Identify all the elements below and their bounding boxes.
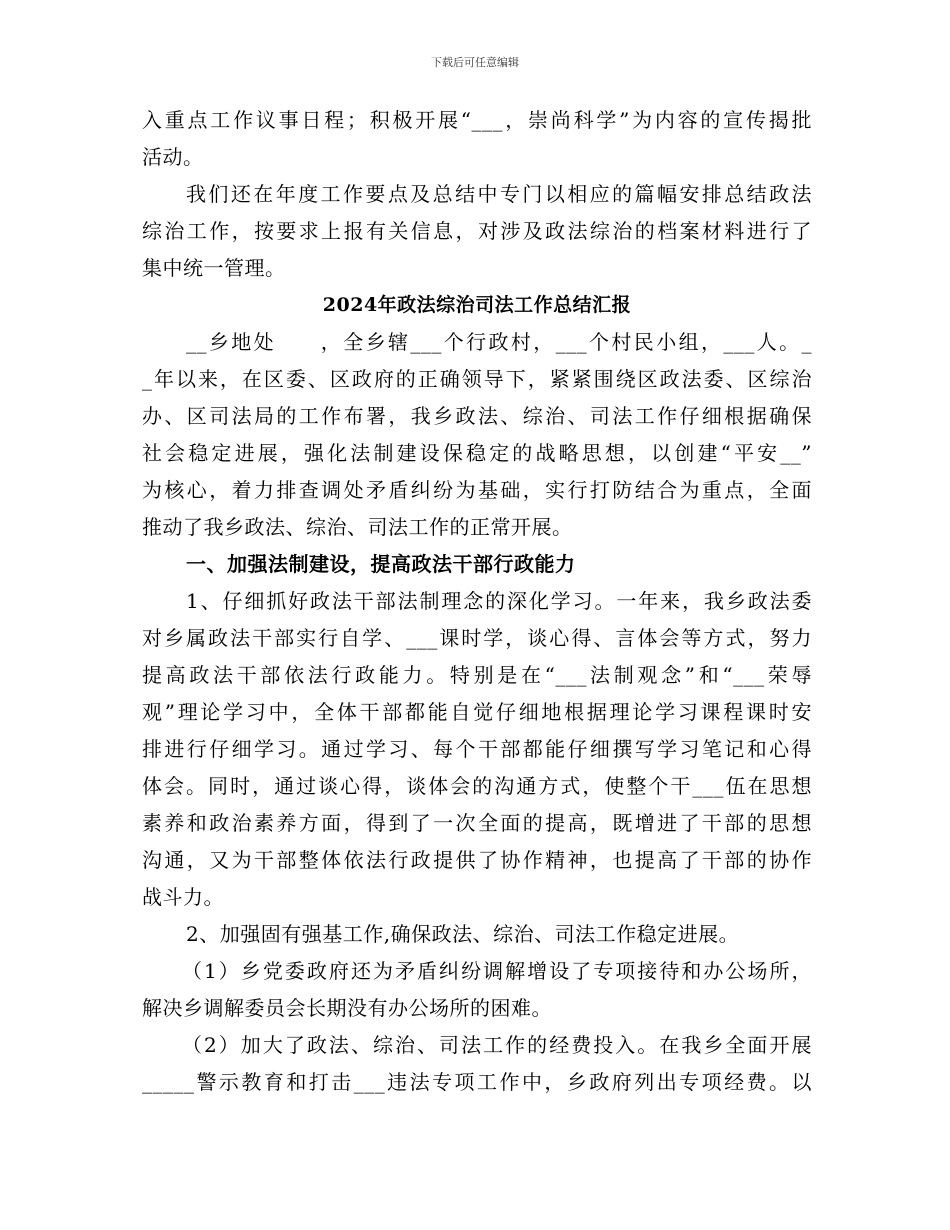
text-line: 为核心，着力排查调处矛盾纠纷为基础，实行打防结合为重点，全面	[142, 478, 812, 502]
text-line: 入重点工作议事日程；积极开展“___，崇尚科学”为内容的宣传揭批	[142, 108, 812, 132]
text-line: 活动。	[142, 145, 204, 169]
text-line: 我们还在年度工作要点及总结中专门以相应的篇幅安排总结政法	[186, 182, 812, 206]
header-note: 下载后可任意编辑	[431, 56, 519, 69]
text-line: 体会。同时，通过谈心得，谈体会的沟通方式，使整个干___伍在思想	[142, 774, 812, 798]
text-line: 1、仔细抓好政法干部法制理念的深化学习。一年来，我乡政法委	[186, 589, 812, 613]
text-line: 推动了我乡政法、综治、司法工作的正常开展。	[142, 515, 573, 539]
text-line: 解决乡调解委员会长期没有办公场所的困难。	[142, 996, 552, 1020]
document-title: 2024年政法综治司法工作总结汇报	[322, 294, 632, 316]
text-line: 提高政法干部依法行政能力。特别是在“___法制观念”和“___荣辱	[142, 663, 812, 687]
text-line: 集中统一管理。	[142, 256, 286, 280]
text-line: 观”理论学习中，全体干部都能自觉仔细地根据理论学习课程课时安	[142, 700, 812, 724]
text-line: （2）加大了政法、综治、司法工作的经费投入。在我乡全面开展	[182, 1033, 812, 1057]
text-line: _____警示教育和打击___违法专项工作中，乡政府列出专项经费。以	[142, 1070, 812, 1094]
text-line: 综治工作，按要求上报有关信息，对涉及政法综治的档案材料进行了	[142, 219, 812, 243]
text-line: __乡地处 ，全乡辖___个行政村，___个村民小组，___人。_	[186, 330, 812, 354]
text-line: 2、加强固有强基工作,确保政法、综治、司法工作稳定进展。	[186, 922, 740, 946]
text-line: 素养和政治素养方面，得到了一次全面的提高，既增进了干部的思想	[142, 811, 812, 835]
document-body	[142, 102, 812, 1101]
text-line: 办、区司法局的工作布署，我乡政法、综治、司法工作仔细根据确保	[142, 404, 812, 428]
text-line: 战斗力。	[142, 885, 224, 909]
text-line: 排进行仔细学习。通过学习、每个干部都能仔细撰写学习笔记和心得	[142, 737, 812, 761]
text-line: （1）乡党委政府还为矛盾纠纷调解增设了专项接待和办公场所，	[182, 959, 812, 983]
text-line: _年以来，在区委、区政府的正确领导下，紧紧围绕区政法委、区综治	[142, 367, 812, 391]
text-line: 沟通，又为干部整体依法行政提供了协作精神，也提高了干部的协作	[142, 848, 812, 872]
text-line: 社会稳定进展，强化法制建设保稳定的战略思想，以创建“平安__”	[142, 441, 812, 465]
section-heading: 一、加强法制建设，提高政法干部行政能力	[186, 552, 576, 576]
text-line: 对乡属政法干部实行自学、___课时学，谈心得、言体会等方式，努力	[142, 626, 812, 650]
